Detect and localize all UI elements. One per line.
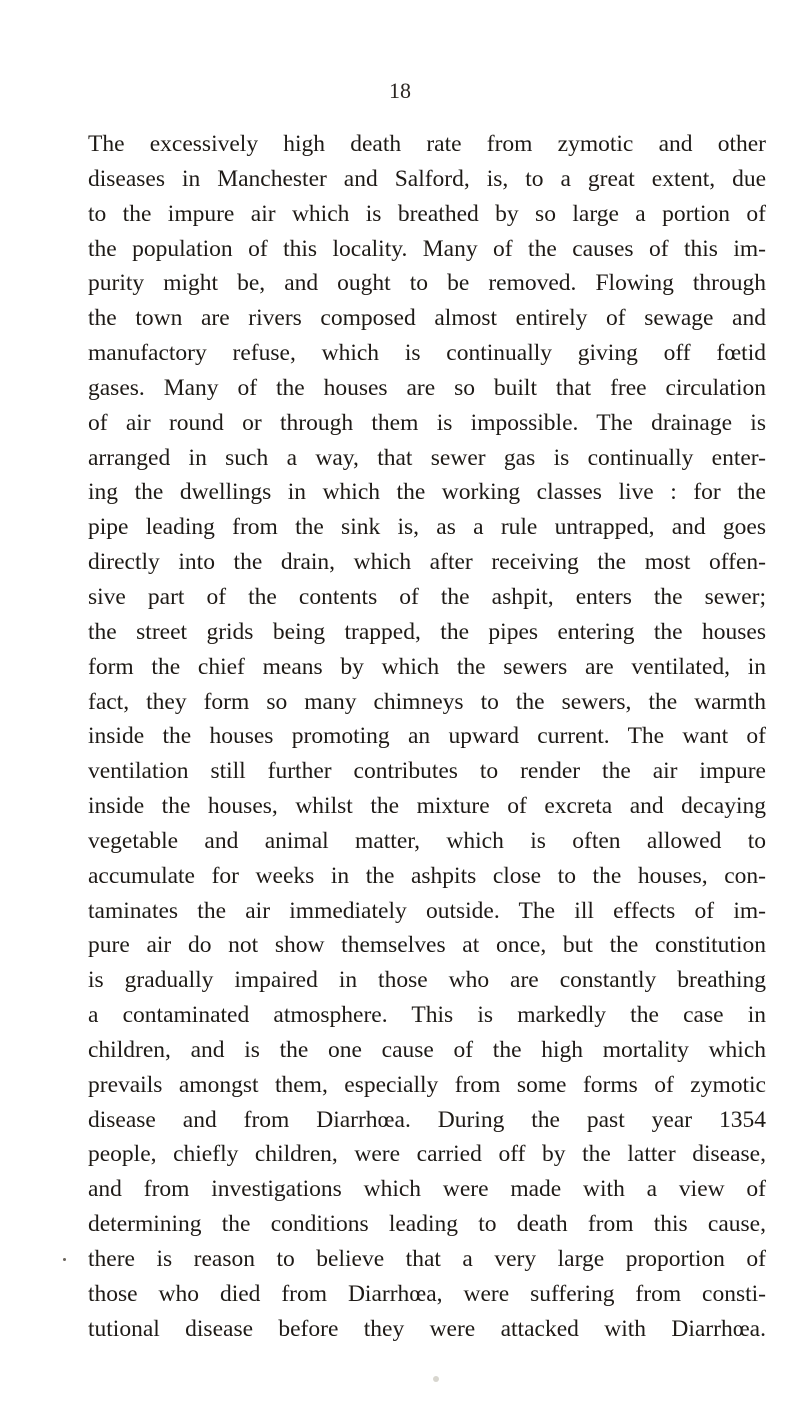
text-line: pure air do not show themselves at once, but the constitution: [88, 932, 766, 959]
text-line: The excessively high death rate from zymotic and other: [88, 131, 766, 157]
text-line: disease and from Diarrhœa. During the past year 1354: [88, 1106, 766, 1133]
paper-blemish: [433, 1376, 439, 1382]
text-line: there is reason to believe that a very large proportion of: [88, 1246, 766, 1272]
text-line: inside the houses, whilst the mixture of excreta and decaying: [88, 793, 766, 820]
text-line: a contaminated atmosphere. This is markedly the case in: [88, 1002, 766, 1029]
text-line: sive part of the contents of the ashpit, enters the sewer;: [88, 583, 766, 610]
text-line: determining the conditions leading to death from this cause,: [88, 1211, 766, 1238]
text-line: arranged in such a way, that sewer gas is continually enter-: [88, 444, 766, 471]
body-text: [88, 127, 766, 1347]
text-line: diseases in Manchester and Salford, is, to a great extent, due: [88, 165, 766, 192]
text-line: pipe leading from the sink is, as a rule untrapped, and goes: [88, 514, 766, 541]
text-line: and from investigations which were made with a view of: [88, 1176, 766, 1203]
text-line: ventilation still further contributes to render the air impure: [88, 758, 766, 785]
text-line: gases. Many of the houses are so built that free circulation: [88, 374, 766, 401]
text-line: the population of this locality. Many of the causes of this im-: [88, 235, 766, 262]
text-line: fact, they form so many chimneys to the sewers, the warmth: [88, 688, 766, 715]
text-line: manufactory refuse, which is continually giving off fœtid: [88, 340, 766, 367]
text-line: is gradually impaired in those who are constantly breathing: [88, 967, 766, 994]
text-line: vegetable and animal matter, which is often allowed to: [88, 827, 766, 854]
text-line: to the impure air which is breathed by so large a portion of: [88, 200, 766, 227]
text-line: the street grids being trapped, the pipes entering the houses: [88, 618, 766, 645]
text-line: of air round or through them is impossible. The drainage is: [88, 409, 766, 436]
text-line: children, and is the one cause of the high mortality which: [88, 1036, 766, 1063]
text-line: purity might be, and ought to be removed. Flowing through: [88, 270, 766, 297]
text-line: ing the dwellings in which the working classes live : for the: [88, 479, 766, 506]
text-line: people, chiefly children, were carried off by the latter disease,: [88, 1141, 766, 1168]
text-line: prevails amongst them, especially from some forms of zymotic: [88, 1071, 766, 1098]
text-line: form the chief means by which the sewers are ventilated, in: [88, 653, 766, 680]
text-line: taminates the air immediately outside. The ill effects of im-: [88, 897, 766, 924]
page-number: 18: [389, 78, 411, 103]
ink-speck: [63, 1258, 66, 1261]
text-line: tutional disease before they were attacked with Diarrhœa.: [88, 1315, 766, 1342]
text-line: directly into the drain, which after receiving the most offen-: [88, 549, 766, 576]
text-line: those who died from Diarrhœa, were suffering from consti-: [88, 1280, 766, 1307]
text-line: accumulate for weeks in the ashpits close to the houses, con-: [88, 862, 766, 889]
text-line: the town are rivers composed almost entirely of sewage and: [88, 305, 766, 332]
text-line: inside the houses promoting an upward current. The want of: [88, 723, 766, 750]
